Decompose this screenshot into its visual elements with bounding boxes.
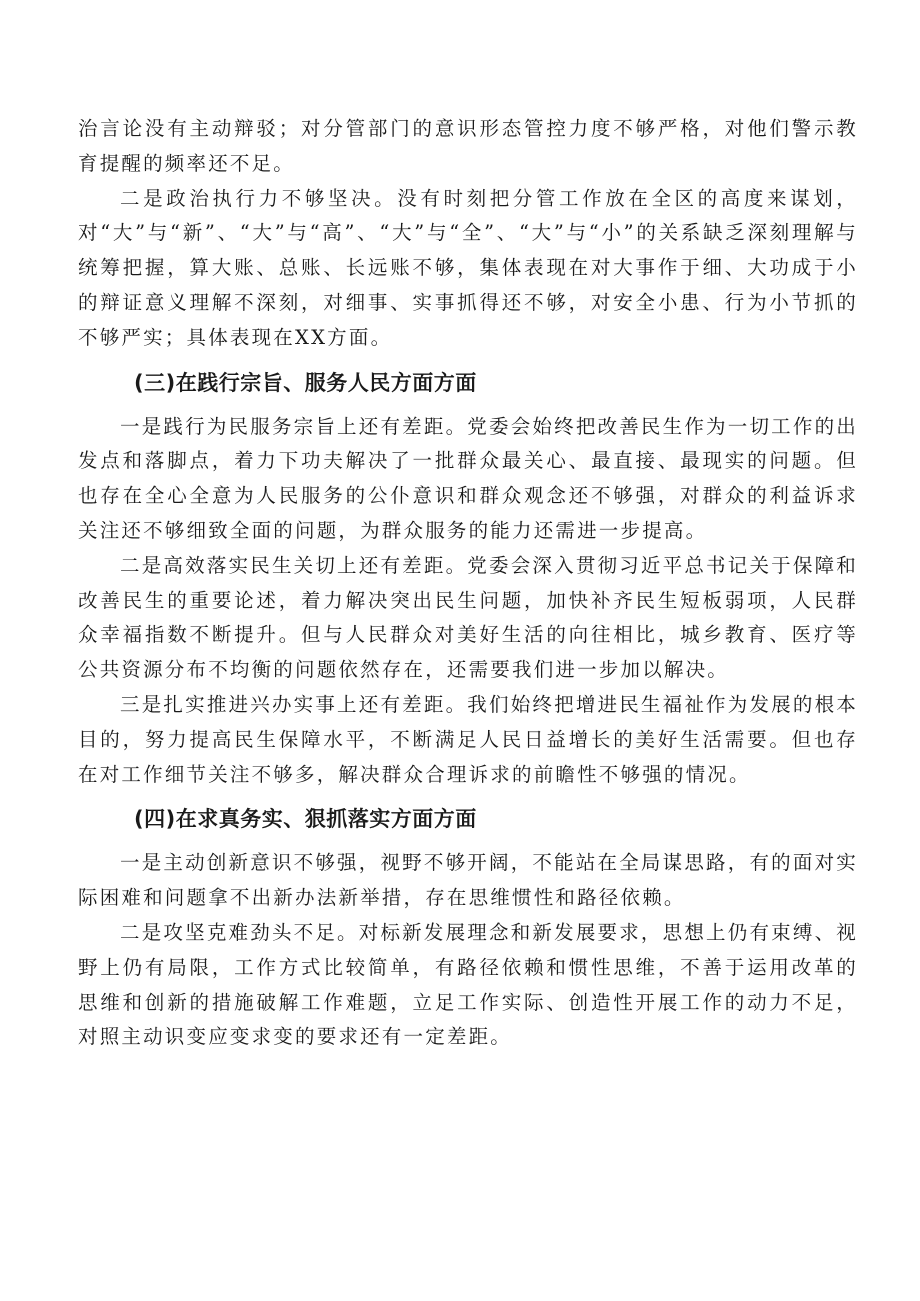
section-heading-4: (四)在求真务实、狠抓落实方面方面 — [134, 807, 477, 832]
document-body — [78, 112, 858, 1055]
paragraph-innovation: 一是主动创新意识不够强，视野不够开阔，不能站在全局谋思路，有的面对实际困难和问题拿不出新办法新举措，存在思维惯性和路径依赖。 — [78, 851, 858, 910]
paragraph-practical-matters: 三是扎实推进兴办实事上还有差距。我们始终把增进民生福祉作为发展的根本目的，努力提高民生保障水平，不断满足人民日益增长的美好生活需要。但也存在对工作细节关注不够多，解决群众合理诉求的前瞻性不够强的情况。 — [78, 692, 858, 786]
paragraph-livelihood-concerns: 二是高效落实民生关切上还有差距。党委会深入贯彻习近平总书记关于保障和改善民生的重要论述，着力解决突出民生问题，加快补齐民生短板弱项，人民群众幸福指数不断提升。但与人民群众对美好生活的向往相比，城乡教育、医疗等公共资源分布不均衡的问题依然存在，还需要我们进一步加以解决。 — [78, 553, 858, 682]
paragraph-political-execution: 二是政治执行力不够坚决。没有时刻把分管工作放在全区的高度来谋划，对“大”与“新”、“大”与“高”、“大”与“全”、“大”与“小”的关系缺乏深刻理解与统筹把握，算大账、总账、长远账不够，集体表现在对大事作于细、大功成于小的辩证意义理解不深刻，对细事、实事抓得还不够，对安全小患、行为小节抓的不够严实；具体表现在XX方面。 — [78, 186, 858, 349]
paragraph-service-purpose: 一是践行为民服务宗旨上还有差距。党委会始终把改善民生作为一切工作的出发点和落脚点，着力下功夫解决了一批群众最关心、最直接、最现实的问题。但也存在全心全意为人民服务的公仆意识和群众观念还不够强，对群众的利益诉求关注还不够细致全面的问题，为群众服务的能力还需进一步提高。 — [78, 414, 858, 542]
paragraph-continuation: 治言论没有主动辩驳；对分管部门的意识形态管控力度不够严格，对他们警示教育提醒的频率还不足。 — [78, 117, 858, 175]
paragraph-tackling-difficulties: 二是攻坚克难劲头不足。对标新发展理念和新发展要求，思想上仍有束缚、视野上仍有局限，工作方式比较简单，有路径依赖和惯性思维，不善于运用改革的思维和创新的措施破解工作难题，立足工作实际、创造性开展工作的动力不足，对照主动识变应变求变的要求还有一定差距。 — [78, 920, 858, 1049]
section-heading-3: (三)在践行宗旨、服务人民方面方面 — [134, 370, 477, 395]
